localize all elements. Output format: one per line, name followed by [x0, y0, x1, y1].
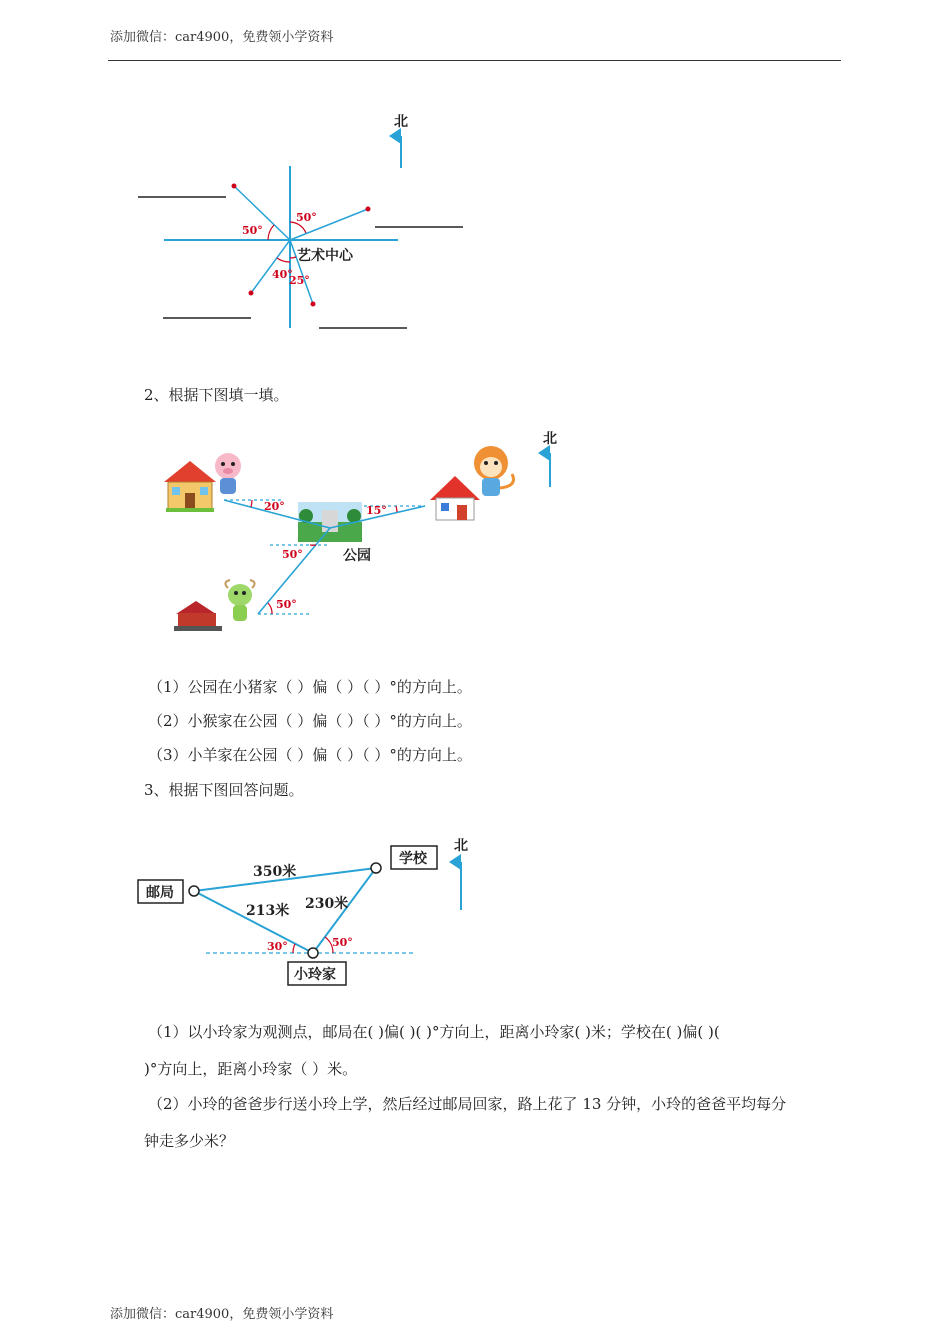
point-home: [308, 948, 318, 958]
point-school: [371, 863, 381, 873]
home-label: 小玲家: [294, 967, 336, 983]
park-label: 公园: [343, 548, 371, 564]
angle-label-se: 25°: [289, 274, 310, 287]
distance-post-home: 213米: [246, 903, 290, 919]
page-footer: 添加微信：car4900，免费领小学资料: [110, 1307, 334, 1322]
north-label-2: 北: [543, 431, 557, 447]
distance-home-school: 230米: [305, 896, 349, 912]
point-post: [189, 886, 199, 896]
q2-item-1: （1）公园在小猪家（ ）偏（ ）（ ）°的方向上。: [148, 678, 472, 696]
angle-label-home-right: 50°: [332, 936, 353, 949]
q3-sub2-line1: （2）小玲的爸爸步行送小玲上学，然后经过邮局回家，路上花了 13 分钟，小玲的爸爸平均每分: [148, 1095, 787, 1113]
north-label-3: 北: [454, 838, 468, 854]
angle-label-pig: 20°: [264, 500, 285, 513]
angle-label-home-left: 30°: [267, 940, 288, 953]
post-office-label: 邮局: [146, 885, 174, 901]
north-label-1: 北: [394, 114, 408, 130]
q2-item-3: （3）小羊家在公园（ ）偏（ ）（ ）°的方向上。: [148, 746, 472, 764]
q3-sub1-line1: （1）以小玲家为观测点，邮局在( )偏( )( )°方向上，距离小玲家( )米；学校在( )偏( )(: [148, 1023, 720, 1041]
q2-item-2: （2）小猴家在公园（ ）偏（ ）（ ）°的方向上。: [148, 712, 472, 730]
arc-home-left: [293, 944, 295, 953]
distance-post-school: 350米: [253, 864, 297, 880]
angle-label-park: 50°: [282, 548, 303, 561]
angle-label-ne: 50°: [296, 211, 317, 224]
center-label: 艺术中心: [297, 248, 353, 264]
angle-label-sheep: 50°: [276, 598, 297, 611]
angle-label-monkey: 15°: [366, 504, 387, 517]
q3-title: 3、根据下图回答问题。: [144, 781, 304, 799]
page-header: 添加微信：car4900，免费领小学资料: [110, 30, 334, 45]
angle-label-nw: 50°: [242, 224, 263, 237]
q2-title: 2、根据下图填一填。: [144, 386, 289, 404]
q3-sub2-line2: 钟走多少米？: [144, 1132, 235, 1150]
angle-label-sw: 40°: [272, 268, 293, 281]
line-post-home: [194, 891, 313, 953]
q3-sub1-line2: )°方向上，距离小玲家（ ）米。: [144, 1060, 358, 1078]
school-label: 学校: [399, 851, 427, 867]
